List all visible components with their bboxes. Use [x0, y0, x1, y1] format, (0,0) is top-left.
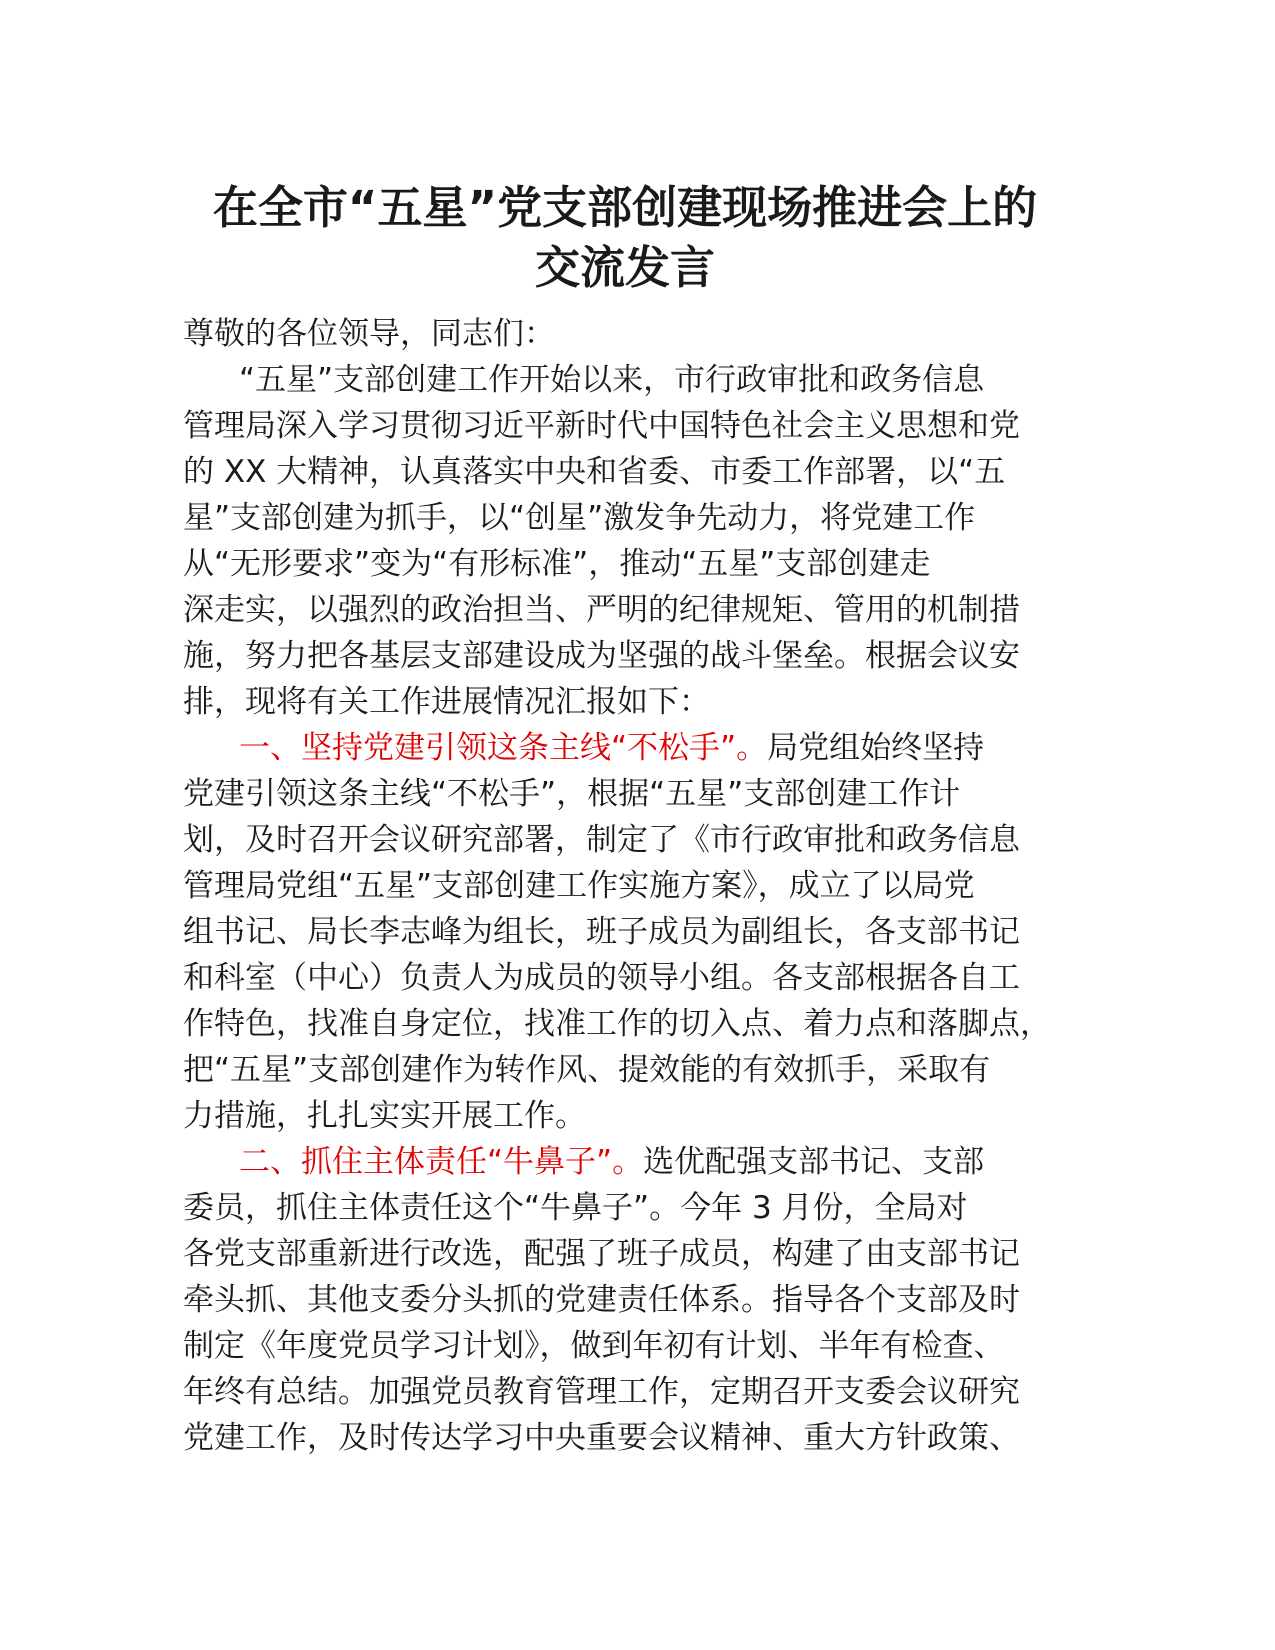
paragraph-line: 力措施，扎扎实实开展工作。	[183, 1098, 586, 1134]
paragraph-line: 从“无形要求”变为“有形标准”，推动“五星”支部创建走	[183, 546, 931, 582]
document-title-line-1: 在全市“五星”党支部创建现场推进会上的	[212, 181, 1038, 234]
paragraph-line: 作特色，找准自身定位，找准工作的切入点、着力点和落脚点，	[183, 1006, 1051, 1042]
section-2-paragraph	[183, 1139, 1083, 1461]
paragraph-line: 委员，抓住主体责任这个“牛鼻子”。今年 3 月份，全局对	[183, 1190, 968, 1226]
document-body	[183, 311, 1083, 1461]
paragraph-line: 制定《年度党员学习计划》，做到年初有计划、半年有检查、	[183, 1328, 1005, 1364]
section-2-heading: 二、抓住主体责任“牛鼻子”。	[239, 1144, 644, 1180]
paragraph-line: 和科室（中心）负责人为成员的领导小组。各支部根据各自工	[183, 960, 1020, 996]
section-1-lead-text: 局党组始终坚持	[767, 730, 985, 766]
intro-paragraph	[183, 357, 1083, 725]
paragraph-line: 施，努力把各基层支部建设成为坚强的战斗堡垒。根据会议安	[183, 638, 1020, 674]
paragraph-line: 各党支部重新进行改选，配强了班子成员，构建了由支部书记	[183, 1236, 1020, 1272]
paragraph-line: 管理局党组“五星”支部创建工作实施方案》，成立了以局党	[183, 868, 975, 904]
salutation: 尊敬的各位领导，同志们：	[183, 316, 555, 352]
section-2-first-line	[183, 1139, 1083, 1185]
paragraph-line: 星”支部创建为抓手，以“创星”激发争先动力，将党建工作	[183, 500, 976, 536]
paragraph-line: 组书记、局长李志峰为组长，班子成员为副组长，各支部书记	[183, 914, 1020, 950]
paragraph-line: “五星”支部创建工作开始以来，市行政审批和政务信息	[239, 362, 985, 398]
paragraph-line: 划，及时召开会议研究部署，制定了《市行政审批和政务信息	[183, 822, 1020, 858]
paragraph-line: 深走实，以强烈的政治担当、严明的纪律规矩、管用的机制措	[183, 592, 1020, 628]
document-title-line-2: 交流发言	[534, 241, 715, 294]
section-1-first-line	[183, 725, 1083, 771]
section-1-heading: 一、坚持党建引领这条主线“不松手”。	[239, 730, 768, 766]
paragraph-line: 党建工作，及时传达学习中央重要会议精神、重大方针政策、	[183, 1420, 1020, 1456]
paragraph-line: 把“五星”支部创建作为转作风、提效能的有效抓手，采取有	[183, 1052, 991, 1088]
section-2-lead-text: 选优配强支部书记、支部	[643, 1144, 985, 1180]
paragraph-line: 牵头抓、其他支委分头抓的党建责任体系。指导各个支部及时	[183, 1282, 1020, 1318]
paragraph-line: 管理局深入学习贯彻习近平新时代中国特色社会主义思想和党	[183, 408, 1020, 444]
paragraph-line: 排，现将有关工作进展情况汇报如下：	[183, 684, 710, 720]
section-1-paragraph	[183, 725, 1083, 1139]
paragraph-line: 的 XX 大精神，认真落实中央和省委、市委工作部署，以“五	[183, 454, 1006, 490]
paragraph-line: 党建引领这条主线“不松手”，根据“五星”支部创建工作计	[183, 776, 961, 812]
paragraph-line: 年终有总结。加强党员教育管理工作，定期召开支委会议研究	[183, 1374, 1020, 1410]
